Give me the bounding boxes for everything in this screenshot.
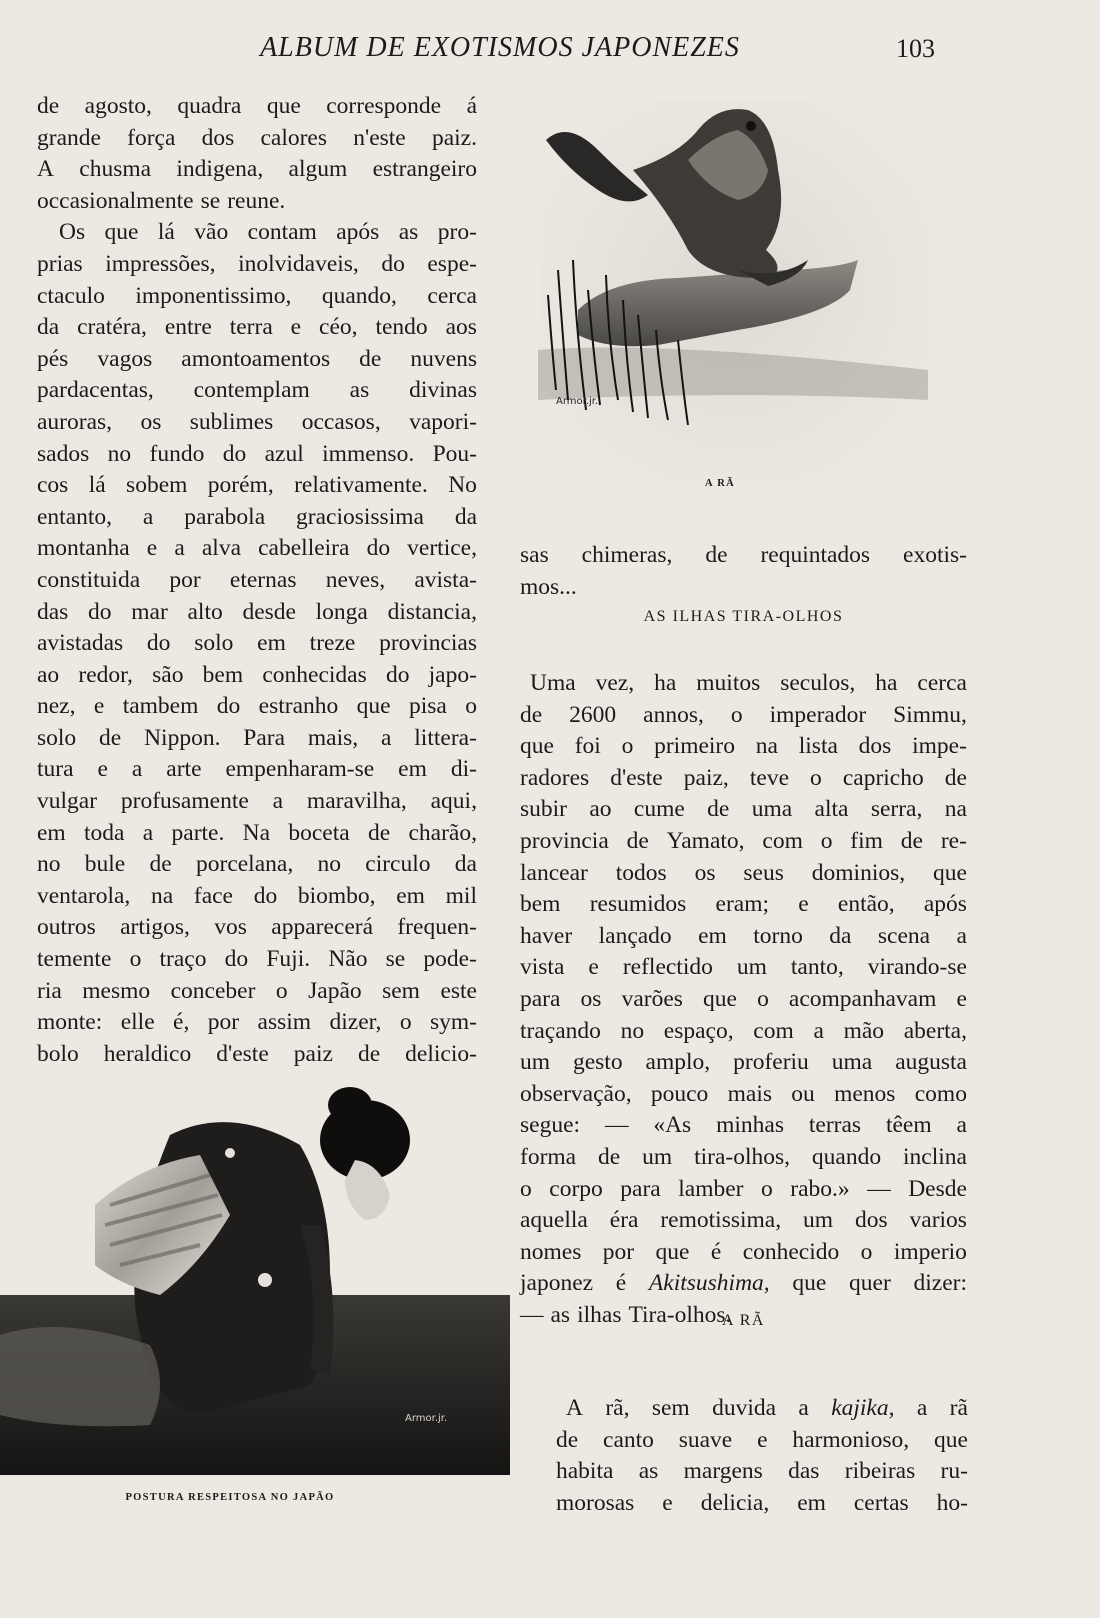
text-line: A chusma indigena, algum estrangeiro [37, 156, 477, 183]
text-line: avistadas do solo em treze provincias [37, 630, 477, 657]
text-line: lancear todos os seus dominios, que [520, 859, 967, 886]
text-line: haver lançado em torno da scena a [520, 922, 967, 949]
woman-photo-caption: POSTURA RESPEITOSA NO JAPÃO [125, 1492, 335, 1503]
text-line: provincia de Yamato, com o fim de re- [520, 827, 967, 854]
text-line: aquella éra remotissima, um dos varios [520, 1207, 967, 1234]
text-line: morosas e delicia, em certas ho- [556, 1489, 968, 1516]
text-line: de canto suave e harmonioso, que [556, 1426, 968, 1453]
text-line: ao redor, são bem conhecidas do japo- [37, 661, 477, 688]
text-line: outros artigos, vos apparecerá frequen- [37, 914, 477, 941]
right-column-continuation [520, 540, 967, 603]
photo-artist-signature: Armor.jr. [405, 1413, 448, 1424]
text-line: nez, e tambem do estranho que pisa o [37, 693, 477, 720]
frog-caption: A RÃ [705, 478, 735, 489]
text-line: pés vagos amontoamentos de nuvens [37, 345, 477, 372]
text-line: montanha e a alva cabelleira do vertice, [37, 535, 477, 562]
text-line: auroras, os sublimes occasos, vapori- [37, 408, 477, 435]
text-line: de 2600 annos, o imperador Simmu, [520, 701, 967, 728]
text-line: traçando no espaço, com a mão aberta, [520, 1017, 967, 1044]
text-line: em toda a parte. Na boceta de charão, [37, 819, 477, 846]
text-line: entanto, a parabola graciosissima da [37, 503, 477, 530]
text-line: Uma vez, ha muitos seculos, ha cerca [530, 670, 967, 696]
left-column-text [37, 91, 477, 1070]
text-line: prias impressões, inolvidaveis, do espe- [37, 250, 477, 277]
text-line: para os varões que o acompanhavam e [520, 985, 967, 1012]
text-line: solo de Nippon. Para mais, a littera- [37, 724, 477, 751]
text-line: grande força dos calores n'este paiz. [37, 124, 477, 151]
text-line-kajika: A rã, sem duvida a kajika, a rã [566, 1395, 968, 1421]
page-number: 103 [896, 34, 935, 63]
text-line: o corpo para lamber o rabo.» — Desde [520, 1175, 967, 1202]
text-line: ria mesmo conceber o Japão sem este [37, 977, 477, 1004]
text-line-akitsushima: japonez é Akitsushima, que quer dizer: [520, 1270, 967, 1297]
text-line: observação, pouco mais ou menos como [520, 1080, 967, 1107]
text-line: temente o traço do Fuji. Não se pode- [37, 946, 477, 973]
text-line: sados no fundo do azul immenso. Pou- [37, 440, 477, 467]
text-line: tura e a arte empenharam-se em di- [37, 756, 477, 783]
section-ra-text [556, 1393, 968, 1519]
text-line: ctaculo imponentissimo, quando, cerca [37, 282, 477, 309]
text-line: de agosto, quadra que corresponde á [37, 93, 477, 119]
text-line: segue: — «As minhas terras têem a [520, 1112, 967, 1139]
text-line: da cratéra, entre terra e céo, tendo aos [37, 314, 477, 341]
text-line: habita as margens das ribeiras ru- [556, 1458, 968, 1485]
bowing-woman-photograph [0, 1085, 510, 1475]
text-line: no bule de porcelana, no circulo da [37, 851, 477, 878]
text-line: Os que lá vão contam após as pro- [59, 219, 477, 246]
text-line: radores d'este paiz, teve o capricho de [520, 764, 967, 791]
section-ilhas-text [520, 668, 967, 1331]
text-line: — as ilhas Tira-olhos. [520, 1301, 732, 1328]
text-line: que foi o primeiro na lista dos impe- [520, 733, 967, 760]
text-line: forma de um tira-olhos, quando inclina [520, 1143, 967, 1170]
section-heading-ilhas: AS ILHAS TIRA-OLHOS [643, 608, 844, 625]
running-header-title: ALBUM DE EXOTISMOS JAPONEZES [260, 32, 740, 63]
text-line: um gesto amplo, proferiu uma augusta [520, 1049, 967, 1076]
text-line: pardacentas, contemplam as divinas [37, 377, 477, 404]
text-line: bem resumidos eram; e então, após [520, 891, 967, 918]
text-line: ventarola, na face do biombo, em mil [37, 882, 477, 909]
text-line: occasionalmente se reune. [37, 187, 286, 214]
text-line: subir ao cume de uma alta serra, na [520, 796, 967, 823]
text-line: das do mar alto desde longa distancia, [37, 598, 477, 625]
text-line: constituida por eternas neves, avista- [37, 566, 477, 593]
text-line: nomes por que é conhecido o imperio [520, 1238, 967, 1265]
text-line: mos... [520, 573, 577, 600]
text-line: vista e reflectido um tanto, virando-se [520, 954, 967, 981]
text-line: bolo heraldico d'este paiz de delicio- [37, 1040, 477, 1067]
text-line: sas chimeras, de requintados exotis- [520, 542, 967, 568]
frog-illustration [538, 100, 928, 480]
text-line: vulgar profusamente a maravilha, aqui, [37, 788, 477, 815]
section-heading-ra: A RÃ [722, 1312, 765, 1329]
frog-artist-signature: Armor.jr. [556, 396, 599, 407]
text-line: cos lá sobem porém, relativamente. No [37, 472, 477, 499]
text-line: monte: elle é, por assim dizer, o sym- [37, 1009, 477, 1036]
